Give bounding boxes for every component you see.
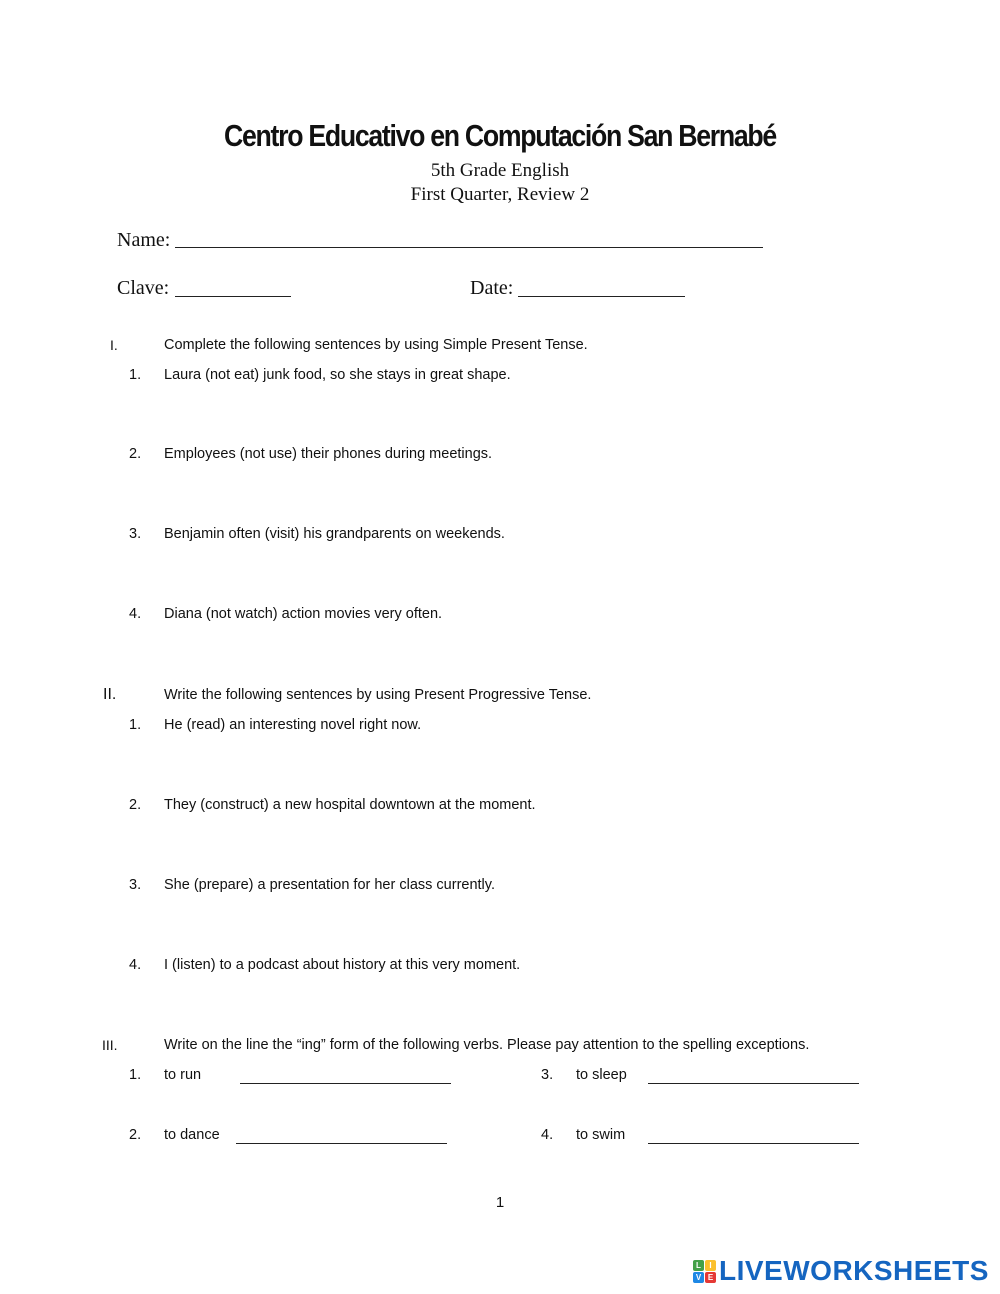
clave-input-line[interactable]	[175, 296, 291, 297]
section-2-item-1-number: 1.	[129, 717, 142, 733]
section-1-item-2-number: 2.	[129, 446, 142, 462]
section-3-item-4-number: 4.	[541, 1127, 554, 1143]
answer-line-to-swim[interactable]	[648, 1143, 859, 1144]
section-1-roman: I.	[110, 337, 118, 353]
section-1-item-4: Diana (not watch) action movies very often.	[164, 606, 443, 622]
section-2-item-2: They (construct) a new hospital downtown at the moment.	[164, 797, 536, 813]
section-2-item-1: He (read) an interesting novel right now.	[164, 717, 422, 733]
section-2-item-4: I (listen) to a podcast about history at this very moment.	[164, 957, 521, 973]
name-label: Name:	[117, 229, 171, 251]
answer-line-to-sleep[interactable]	[648, 1083, 859, 1084]
section-3-item-2-number: 2.	[129, 1127, 142, 1143]
section-1-instruction: Complete the following sentences by using Simple Present Tense.	[164, 337, 588, 353]
liveworksheets-logo[interactable]	[693, 1255, 989, 1287]
section-1-item-1: Laura (not eat) junk food, so she stays in great shape.	[164, 367, 511, 383]
section-3-item-1: to run	[164, 1067, 202, 1083]
section-2-item-3: She (prepare) a presentation for her class currently.	[164, 877, 495, 893]
section-3-item-3: to sleep	[576, 1067, 627, 1083]
name-input-line[interactable]	[175, 247, 763, 248]
section-2-item-3-number: 3.	[129, 877, 142, 893]
section-1-item-3-number: 3.	[129, 526, 142, 542]
section-1-item-2: Employees (not use) their phones during meetings.	[164, 446, 493, 462]
school-title: Centro Educativo en Computación San Bernabé	[224, 118, 776, 153]
date-input-line[interactable]	[518, 296, 685, 297]
page-number: 1	[495, 1194, 505, 1211]
section-1-item-1-number: 1.	[129, 367, 142, 383]
logo-mark-letter: L	[693, 1260, 704, 1271]
logo-mark-letter: E	[705, 1272, 716, 1283]
grade-subtitle: 5th Grade English	[430, 160, 570, 181]
section-2-item-4-number: 4.	[129, 957, 142, 973]
section-3-item-2: to dance	[164, 1127, 220, 1143]
liveworksheets-mark-icon	[693, 1260, 716, 1283]
clave-label: Clave:	[117, 277, 170, 299]
section-1-item-4-number: 4.	[129, 606, 142, 622]
section-1-item-3: Benjamin often (visit) his grandparents on weekends.	[164, 526, 505, 542]
answer-line-to-run[interactable]	[240, 1083, 451, 1084]
section-3-instruction: Write on the line the “ing” form of the following verbs. Please pay attention to the spelling exceptions.	[164, 1037, 810, 1053]
section-3-item-4: to swim	[576, 1127, 626, 1143]
date-label: Date:	[470, 277, 514, 299]
logo-mark-letter: I	[705, 1260, 716, 1271]
section-2-item-2-number: 2.	[129, 797, 142, 813]
section-3-roman: III.	[102, 1037, 118, 1053]
section-2-roman: II.	[103, 686, 117, 703]
section-2-instruction: Write the following sentences by using Present Progressive Tense.	[164, 687, 592, 703]
section-3-item-3-number: 3.	[541, 1067, 554, 1083]
logo-mark-letter: V	[693, 1272, 704, 1283]
section-3-item-1-number: 1.	[129, 1067, 142, 1083]
quarter-subtitle: First Quarter, Review 2	[410, 184, 590, 205]
liveworksheets-wordmark: LIVEWORKSHEETS	[719, 1255, 989, 1286]
answer-line-to-dance[interactable]	[236, 1143, 447, 1144]
